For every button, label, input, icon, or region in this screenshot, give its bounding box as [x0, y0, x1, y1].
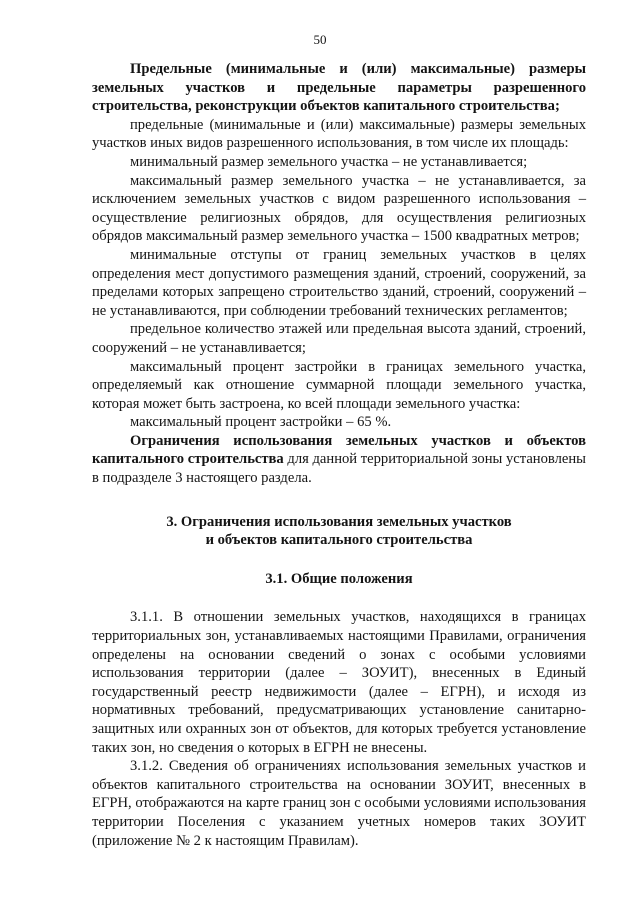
- paragraph-max-floors: предельное количество этажей или предельная высота зданий, строений, сооружений – не устанавливается;: [92, 321, 586, 356]
- document-body: [92, 60, 586, 850]
- subsection-title: 3.1. Общие положения: [265, 570, 413, 587]
- section-title-line2: и объектов капитального строительства: [205, 532, 473, 549]
- paragraph-3-1-2: 3.1.2. Сведения об ограничениях использования земельных участков и объектов капитального строительства на основании ЗОУИТ, внесенных в ЕГРН, отображаются на карте границ зон с особыми условиями использования территории Поселения с указанием учетных номеров таких ЗОУИТ (приложение № 2 к настоящим Правилам).: [92, 758, 586, 849]
- paragraph-max-plot-size: максимальный размер земельного участка – не устанавливается, за исключением земельных участков с видом разрешенного использования – осуществление религиозных обрядов, для осуществления религиозных обрядов максимальный размер земельного участка – 1500 квадратных метров;: [92, 172, 586, 245]
- restrictions-bold-text: Ограничения использования земельных участков и объектов капитального строительства: [92, 432, 586, 468]
- restrictions-rest-text: для данной территориальной зоны установлены в подразделе 3 настоящего раздела.: [92, 451, 586, 487]
- parameters-heading: Предельные (минимальные и (или) максимальные) размеры земельных участков и предельные параметры разрешенного строительства, реконструкции объектов капитального строительства;: [92, 61, 586, 115]
- paragraph-min-setbacks: минимальные отступы от границ земельных участков в целях определения мест допустимого размещения зданий, строений, сооружений, за пределами которых запрещено строительство зданий, строений, сооружений – не устанавливаются, при соблюдении требований технических регламентов;: [92, 246, 586, 319]
- section-title-line1: 3. Ограничения использования земельных участков: [166, 513, 512, 530]
- paragraph-building-coverage: максимальный процент застройки в границах земельного участка, определяемый как отношение суммарной площади земельного участка, которая может быть застроена, ко всей площади земельного участка:: [92, 358, 586, 412]
- section-title: [92, 513, 586, 550]
- paragraph-max-coverage-percent: максимальный процент застройки – 65 %.: [130, 414, 392, 431]
- paragraph-3-1-1: 3.1.1. В отношении земельных участков, находящихся в границах территориальных зон, устанавливаемых настоящими Правилами, ограничения определены на основании сведений о зонах с особыми условиями использования территории (далее – ЗОУИТ), внесенных в Единый государственный реестр недвижимости (далее – ЕГРН), и исходя из нормативных требований, предусматривающих установление санитарно-защитных или охранных зон от объектов, для которых требуется установление таких зон, но сведения о которых в ЕГРН не внесены.: [92, 609, 586, 756]
- paragraph-min-plot-size: минимальный размер земельного участка – не устанавливается;: [130, 153, 528, 170]
- paragraph-plot-sizes: предельные (минимальные и (или) максимальные) размеры земельных участков иных видов разрешенного использования, в том числе их площадь:: [92, 116, 586, 152]
- paragraph-restrictions-reference: [92, 432, 586, 488]
- page-number: 50: [313, 32, 327, 47]
